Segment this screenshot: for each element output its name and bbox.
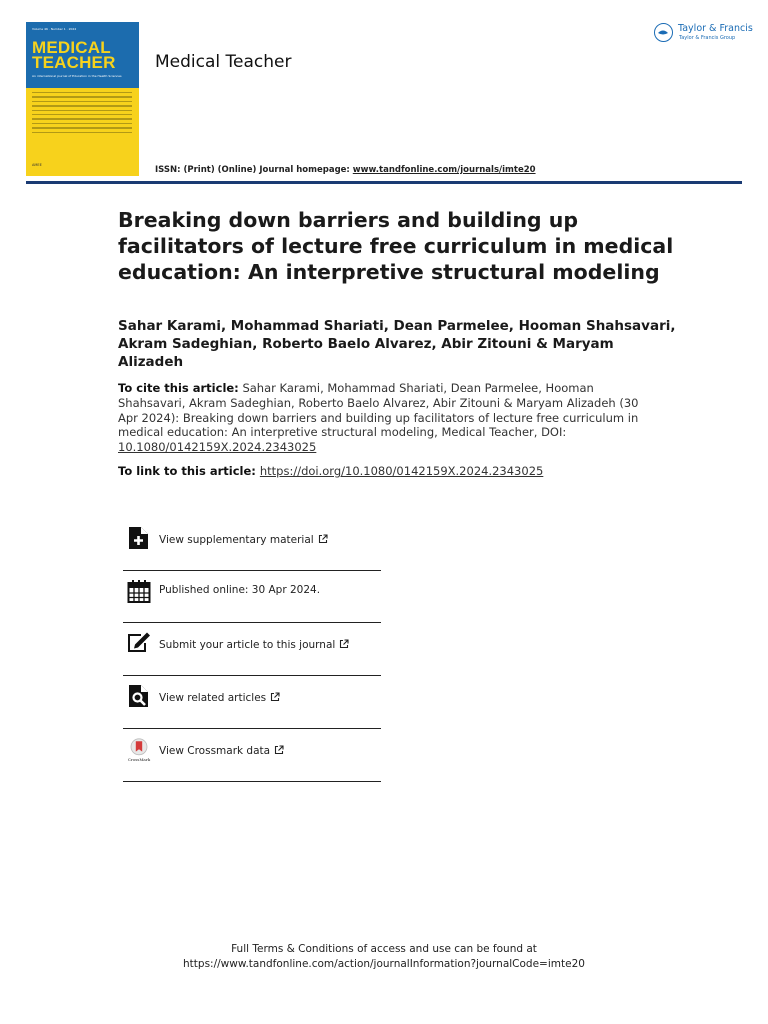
publisher-logo bbox=[654, 20, 753, 48]
external-link-icon bbox=[339, 639, 349, 649]
journal-cover bbox=[26, 22, 139, 176]
doi-link[interactable]: https://doi.org/10.1080/0142159X.2024.2343025 bbox=[259, 464, 544, 478]
cover-footer: AMEE bbox=[32, 163, 42, 167]
svg-text:CrossMark: CrossMark bbox=[127, 757, 151, 762]
terms-url[interactable]: https://www.tandfonline.com/action/journalInformation?journalCode=imte20 bbox=[183, 958, 585, 970]
cover-subtitle: An international journal of Education in the Health Sciences bbox=[32, 74, 122, 78]
submit-link[interactable]: Submit your article to this journal bbox=[159, 639, 349, 651]
cite-doi-link[interactable]: 10.1080/0142159X.2024.2343025 bbox=[118, 440, 317, 455]
citation bbox=[118, 381, 648, 455]
document-plus-icon bbox=[127, 526, 151, 550]
journal-homepage-link[interactable]: www.tandfonline.com/journals/imte20 bbox=[352, 165, 536, 175]
tf-logo-icon bbox=[654, 23, 673, 42]
external-link-icon bbox=[318, 534, 328, 544]
crossmark-link[interactable]: View Crossmark data bbox=[159, 745, 284, 757]
cite-text: Sahar Karami, Mohammad Shariati, Dean Parmelee, Hooman Shahsavari, Akram Sadeghian, Roberto Baelo Alvarez, Abir Zitouni & Maryam Alizadeh (30 Apr 2024): Breaking down barriers and building up facilitators of lecture free curriculum in medical education: An interpretive structural modeling, Medical Teacher, DOI: bbox=[118, 381, 639, 440]
crossmark-row[interactable] bbox=[123, 730, 381, 782]
cover-contents bbox=[32, 92, 132, 136]
divider bbox=[123, 781, 381, 782]
search-document-icon bbox=[127, 684, 151, 708]
issn-label: ISSN: (Print) (Online) Journal homepage: bbox=[155, 165, 353, 175]
divider bbox=[123, 675, 381, 676]
terms-footer bbox=[0, 942, 768, 972]
published-row bbox=[123, 571, 381, 623]
header-rule bbox=[26, 181, 742, 184]
cover-top-line: Volume 46 · Number 1 · 2024 bbox=[32, 27, 77, 31]
article-authors: Sahar Karami, Mohammad Shariati, Dean Parmelee, Hooman Shahsavari, Akram Sadeghian, Roberto Baelo Alvarez, Abir Zitouni & Maryam Alizadeh bbox=[118, 318, 676, 370]
external-link-icon bbox=[270, 692, 280, 702]
calendar-icon bbox=[127, 579, 151, 603]
cover-title: MEDICAL TEACHER bbox=[32, 38, 116, 72]
supplementary-link[interactable]: View supplementary material bbox=[159, 534, 328, 546]
terms-line: Full Terms & Conditions of access and use can be found at bbox=[231, 943, 537, 955]
publisher-group: Taylor & Francis Group bbox=[679, 35, 736, 41]
publisher-name: Taylor & Francis bbox=[678, 23, 753, 34]
submit-row[interactable] bbox=[123, 624, 381, 676]
issn-line bbox=[155, 165, 536, 175]
related-articles-link[interactable]: View related articles bbox=[159, 692, 280, 704]
external-link-icon bbox=[274, 745, 284, 755]
published-date: Published online: 30 Apr 2024. bbox=[159, 584, 321, 596]
journal-name: Medical Teacher bbox=[155, 52, 292, 72]
cite-label: To cite this article: bbox=[118, 381, 239, 395]
edit-icon bbox=[127, 631, 151, 655]
article-title: Breaking down barriers and building up facilitators of lecture free curriculum in medical education: An interpretive structural modeling bbox=[118, 208, 674, 284]
related-row[interactable] bbox=[123, 677, 381, 729]
article-link bbox=[118, 464, 543, 478]
divider bbox=[123, 622, 381, 623]
link-label: To link to this article: bbox=[118, 464, 256, 478]
supplementary-row[interactable] bbox=[123, 519, 381, 571]
divider bbox=[123, 728, 381, 729]
crossmark-icon bbox=[127, 738, 151, 762]
